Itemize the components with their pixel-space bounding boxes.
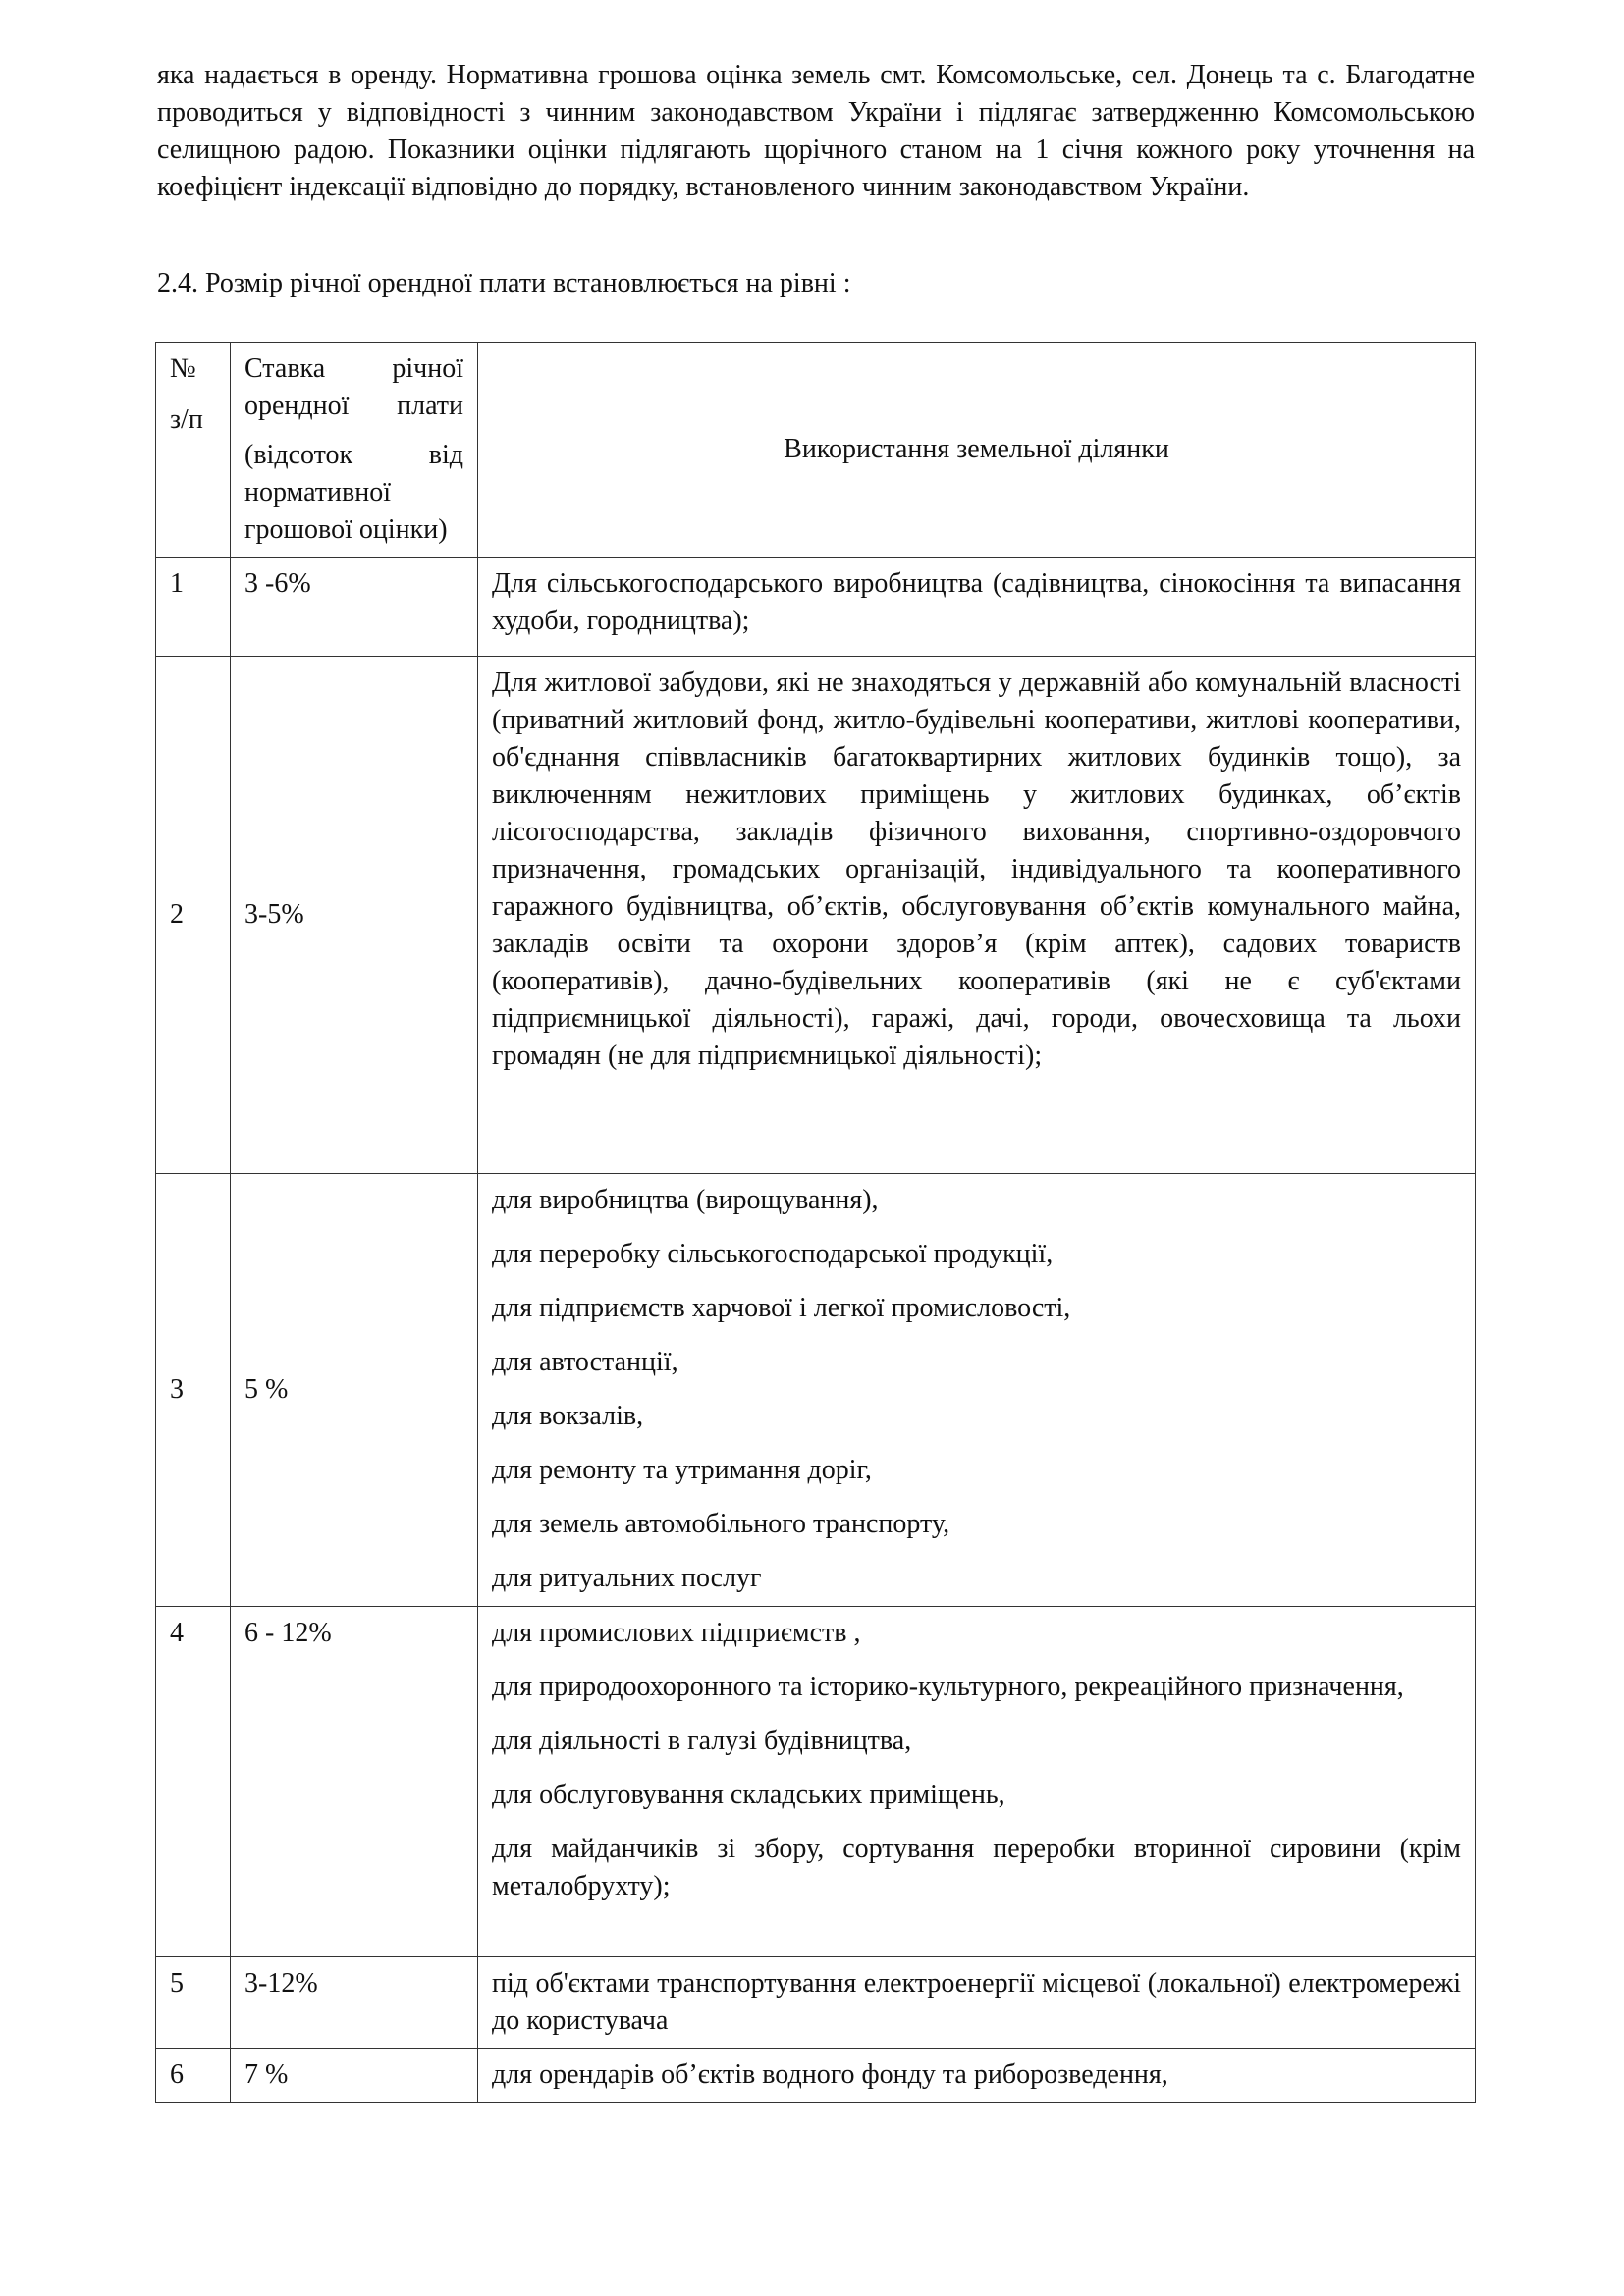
usage-item: для земель автомобільного транспорту, (492, 1509, 950, 1539)
usage-item: під об'єктами транспортування електроенергії місцевої (локальної) електромережі до користувача (492, 1968, 1461, 2036)
row-usage (478, 1174, 1476, 1607)
row-rate: 6 - 12% (231, 1607, 478, 1957)
row-usage (478, 558, 1476, 657)
header-number-abbr: з/п (170, 404, 203, 435)
header-number-cell (156, 343, 231, 558)
usage-item: для природоохоронного та історико-культурного, рекреаційного призначення, (492, 1672, 1404, 1702)
usage-item: для обслуговування складських приміщень, (492, 1780, 1005, 1810)
row-rate: 7 % (231, 2049, 478, 2103)
rent-rate-table (155, 342, 1476, 2103)
header-usage-cell: Використання земельної ділянки (478, 343, 1476, 558)
header-rate-title: Ставка річної орендної плати (244, 353, 463, 421)
usage-item: для майданчиків зі збору, сортування переробки вторинної сировини (крім металобрухту); (492, 1834, 1461, 1901)
row-number: 3 (156, 1174, 231, 1607)
usage-item: для діяльності в галузі будівництва, (492, 1726, 912, 1756)
section-heading: 2.4. Розмір річної орендної плати встановлюється на рівні : (157, 268, 851, 298)
row-rate: 3-5% (231, 657, 478, 1174)
table-row (156, 1957, 1476, 2049)
header-number-symbol: № (170, 353, 196, 384)
table-header-row (156, 343, 1476, 558)
table-row (156, 657, 1476, 1174)
table-row (156, 2049, 1476, 2103)
row-number: 5 (156, 1957, 231, 2049)
usage-item: для ремонту та утримання доріг, (492, 1455, 872, 1485)
usage-item: для ритуальних послуг (492, 1563, 762, 1593)
usage-item: для орендарів об’єктів водного фонду та риборозведення, (492, 2059, 1168, 2090)
table-row (156, 1607, 1476, 1957)
row-rate: 3-12% (231, 1957, 478, 2049)
table-row (156, 1174, 1476, 1607)
row-usage (478, 1607, 1476, 1957)
row-rate: 5 % (231, 1174, 478, 1607)
row-number: 4 (156, 1607, 231, 1957)
usage-item: для переробку сільськогосподарської продукції, (492, 1239, 1054, 1269)
usage-item: Для сільськогосподарського виробництва (садівництва, сінокосіння та випасання худоби, городництва); (492, 568, 1461, 636)
usage-item: для вокзалів, (492, 1401, 644, 1431)
header-rate-subtitle: (відсоток від нормативної грошової оцінки) (244, 440, 463, 545)
row-usage (478, 2049, 1476, 2103)
table-row (156, 558, 1476, 657)
row-rate: 3 -6% (231, 558, 478, 657)
header-rate-cell (231, 343, 478, 558)
row-number: 2 (156, 657, 231, 1174)
row-usage (478, 657, 1476, 1174)
usage-item: для автостанції, (492, 1347, 678, 1377)
intro-paragraph: яка надається в оренду. Нормативна грошова оцінка земель смт. Комсомольське, сел. Донець та с. Благодатне проводиться у відповідності з чинним законодавством України і підлягає затвердженню Комсомольською селищною радою. Показники оцінки підлягають щорічного станом на 1 січня кожного року уточнення на коефіцієнт індексації відповідно до порядку, встановленого чинним законодавством України. (157, 60, 1475, 202)
usage-item: для підприємств харчової і легкої промисловості, (492, 1293, 1071, 1323)
usage-item: для промислових підприємств , (492, 1618, 861, 1648)
usage-item: Для житлової забудови, які не знаходяться у державній або комунальній власності (приватний житловий фонд, житло-будівельні кооперативи, житлові кооперативи, об'єднання співвласників багатоквартирних житлових будинків тощо), за виключенням нежитлових приміщень у житлових будинках, об’єктів лісогосподарства, закладів фізичного виховання, спортивно-оздоровчого призначення, громадських організацій, індивідуального та кооперативного гаражного будівництва, об’єктів, обслуговування об’єктів комунального майна, закладів освіти та охорони здоров’я (крім аптек), садових товариств (кооперативів), дачно-будівельних кооперативів (які не є суб'єктами підприємницької діяльності), гаражі, дачі, городи, овочесховища та льохи громадян (не для підприємницької діяльності); (492, 667, 1461, 1071)
usage-item: для виробництва (вирощування), (492, 1185, 879, 1215)
row-number: 1 (156, 558, 231, 657)
row-number: 6 (156, 2049, 231, 2103)
row-usage (478, 1957, 1476, 2049)
